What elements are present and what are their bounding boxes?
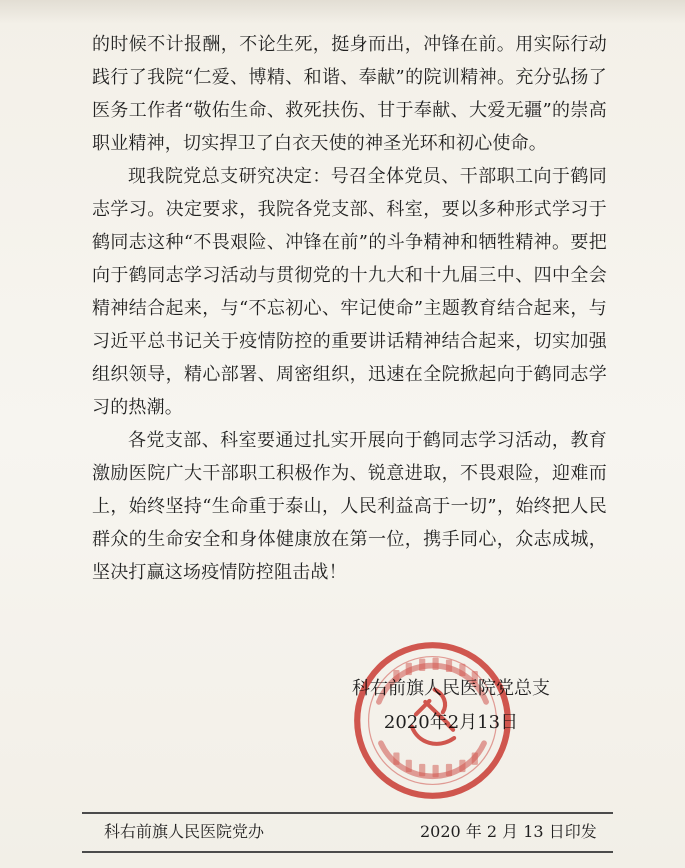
seal-emblem-icon — [412, 690, 454, 744]
paragraph-2: 现我院党总支研究决定：号召全体党员、干部职工向于鹤同志学习。决定要求，我院各党支部、科室，要以多种形式学习于鹤同志这种“不畏艰险、冲锋在前”的斗争精神和牺牲精神。要把向于鹤同志学习活动与贯彻党的十九大和十九届三中、四中全会精神结合起来，与“不忘初心、牢记使命”主题教育结合起来，与习近平总书记关于疫情防控的重要讲话精神结合起来，切实加强组织领导，精心部署、周密组织，迅速在全院掀起向于鹤同志学习的热潮。 — [92, 166, 607, 418]
signature-org: 科右前旗人民医院党总支 — [352, 678, 550, 699]
red-seal — [350, 638, 515, 803]
footer-print-date: 2020 年 2 月 13 日印发 — [420, 822, 597, 841]
body-text — [92, 28, 607, 589]
signature-date: 2020年2月13日 — [383, 712, 519, 733]
top-scan-shadow — [0, 0, 685, 24]
footer-rule-top — [82, 812, 613, 814]
paragraph-1: 的时候不计报酬，不论生死，挺身而出，冲锋在前。用实际行动践行了我院“仁爱、博精、和谐、奉献”的院训精神。充分弘扬了医务工作者“敬佑生命、救死扶伤、甘于奉献、大爱无疆”的崇高职业精神，切实捍卫了白衣天使的神圣光环和初心使命。 — [92, 34, 607, 154]
footer-org: 科右前旗人民医院党办 — [104, 822, 265, 841]
paragraph-3: 各党支部、科室要通过扎实开展向于鹤同志学习活动，教育激励医院广大干部职工积极作为、锐意进取，不畏艰险，迎难而上，始终坚持“生命重于泰山，人民利益高于一切”，始终把人民群众的生命安全和身体健康放在第一位，携手同心，众志成城，坚决打赢这场疫情防控阻击战！ — [92, 430, 607, 583]
seal-text-marks — [393, 658, 478, 778]
footer-rule-bottom — [82, 851, 613, 853]
